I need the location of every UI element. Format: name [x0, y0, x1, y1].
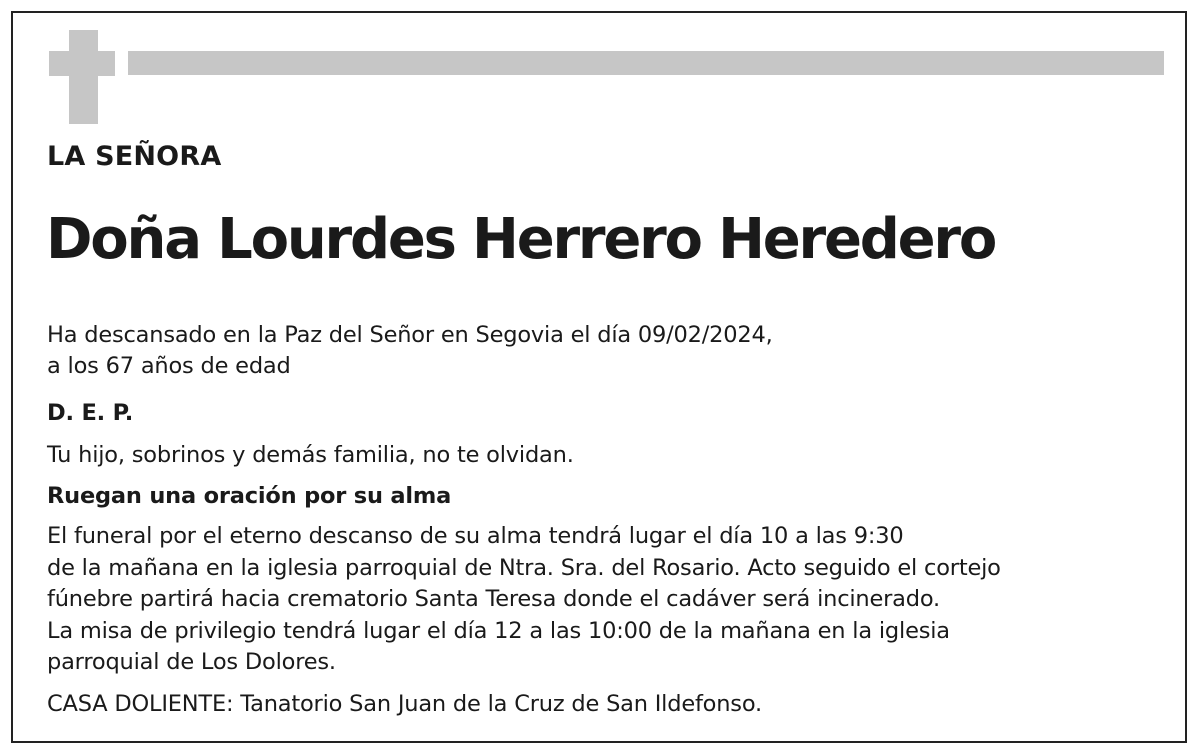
- announcement-line: a los 67 años de edad: [47, 353, 291, 379]
- family-message: Tu hijo, sobrinos y demás familia, no te olvidan.: [47, 442, 574, 468]
- cross-icon-arm: [49, 51, 115, 76]
- cross-icon: [69, 30, 98, 124]
- prayer-request: Ruegan una oración por su alma: [47, 483, 452, 509]
- announcement-line: Ha descansado en la Paz del Señor en Segovia el día 09/02/2024,: [47, 322, 773, 348]
- header-rule: [128, 51, 1164, 75]
- funeral-line: El funeral por el eterno descanso de su alma tendrá lugar el día 10 a las 9:30: [47, 523, 904, 549]
- funeral-line: La misa de privilegio tendrá lugar el día 12 a las 10:00 de la mañana en la iglesia: [47, 617, 950, 644]
- title-overline: LA SEÑORA: [47, 141, 222, 172]
- death-announcement: [47, 320, 1147, 382]
- funeral-line: parroquial de Los Dolores.: [47, 649, 336, 675]
- funeral-details: [47, 521, 1147, 679]
- mourning-house: CASA DOLIENTE: Tanatorio San Juan de la Cruz de San Ildefonso.: [47, 691, 762, 717]
- funeral-line: de la mañana en la iglesia parroquial de Ntra. Sra. del Rosario. Acto seguido el cortejo: [47, 554, 1001, 581]
- rip-text: D. E. P.: [47, 400, 134, 426]
- funeral-line: fúnebre partirá hacia crematorio Santa Teresa donde el cadáver será incinerado.: [47, 586, 940, 612]
- deceased-name: Doña Lourdes Herrero Heredero: [46, 207, 996, 272]
